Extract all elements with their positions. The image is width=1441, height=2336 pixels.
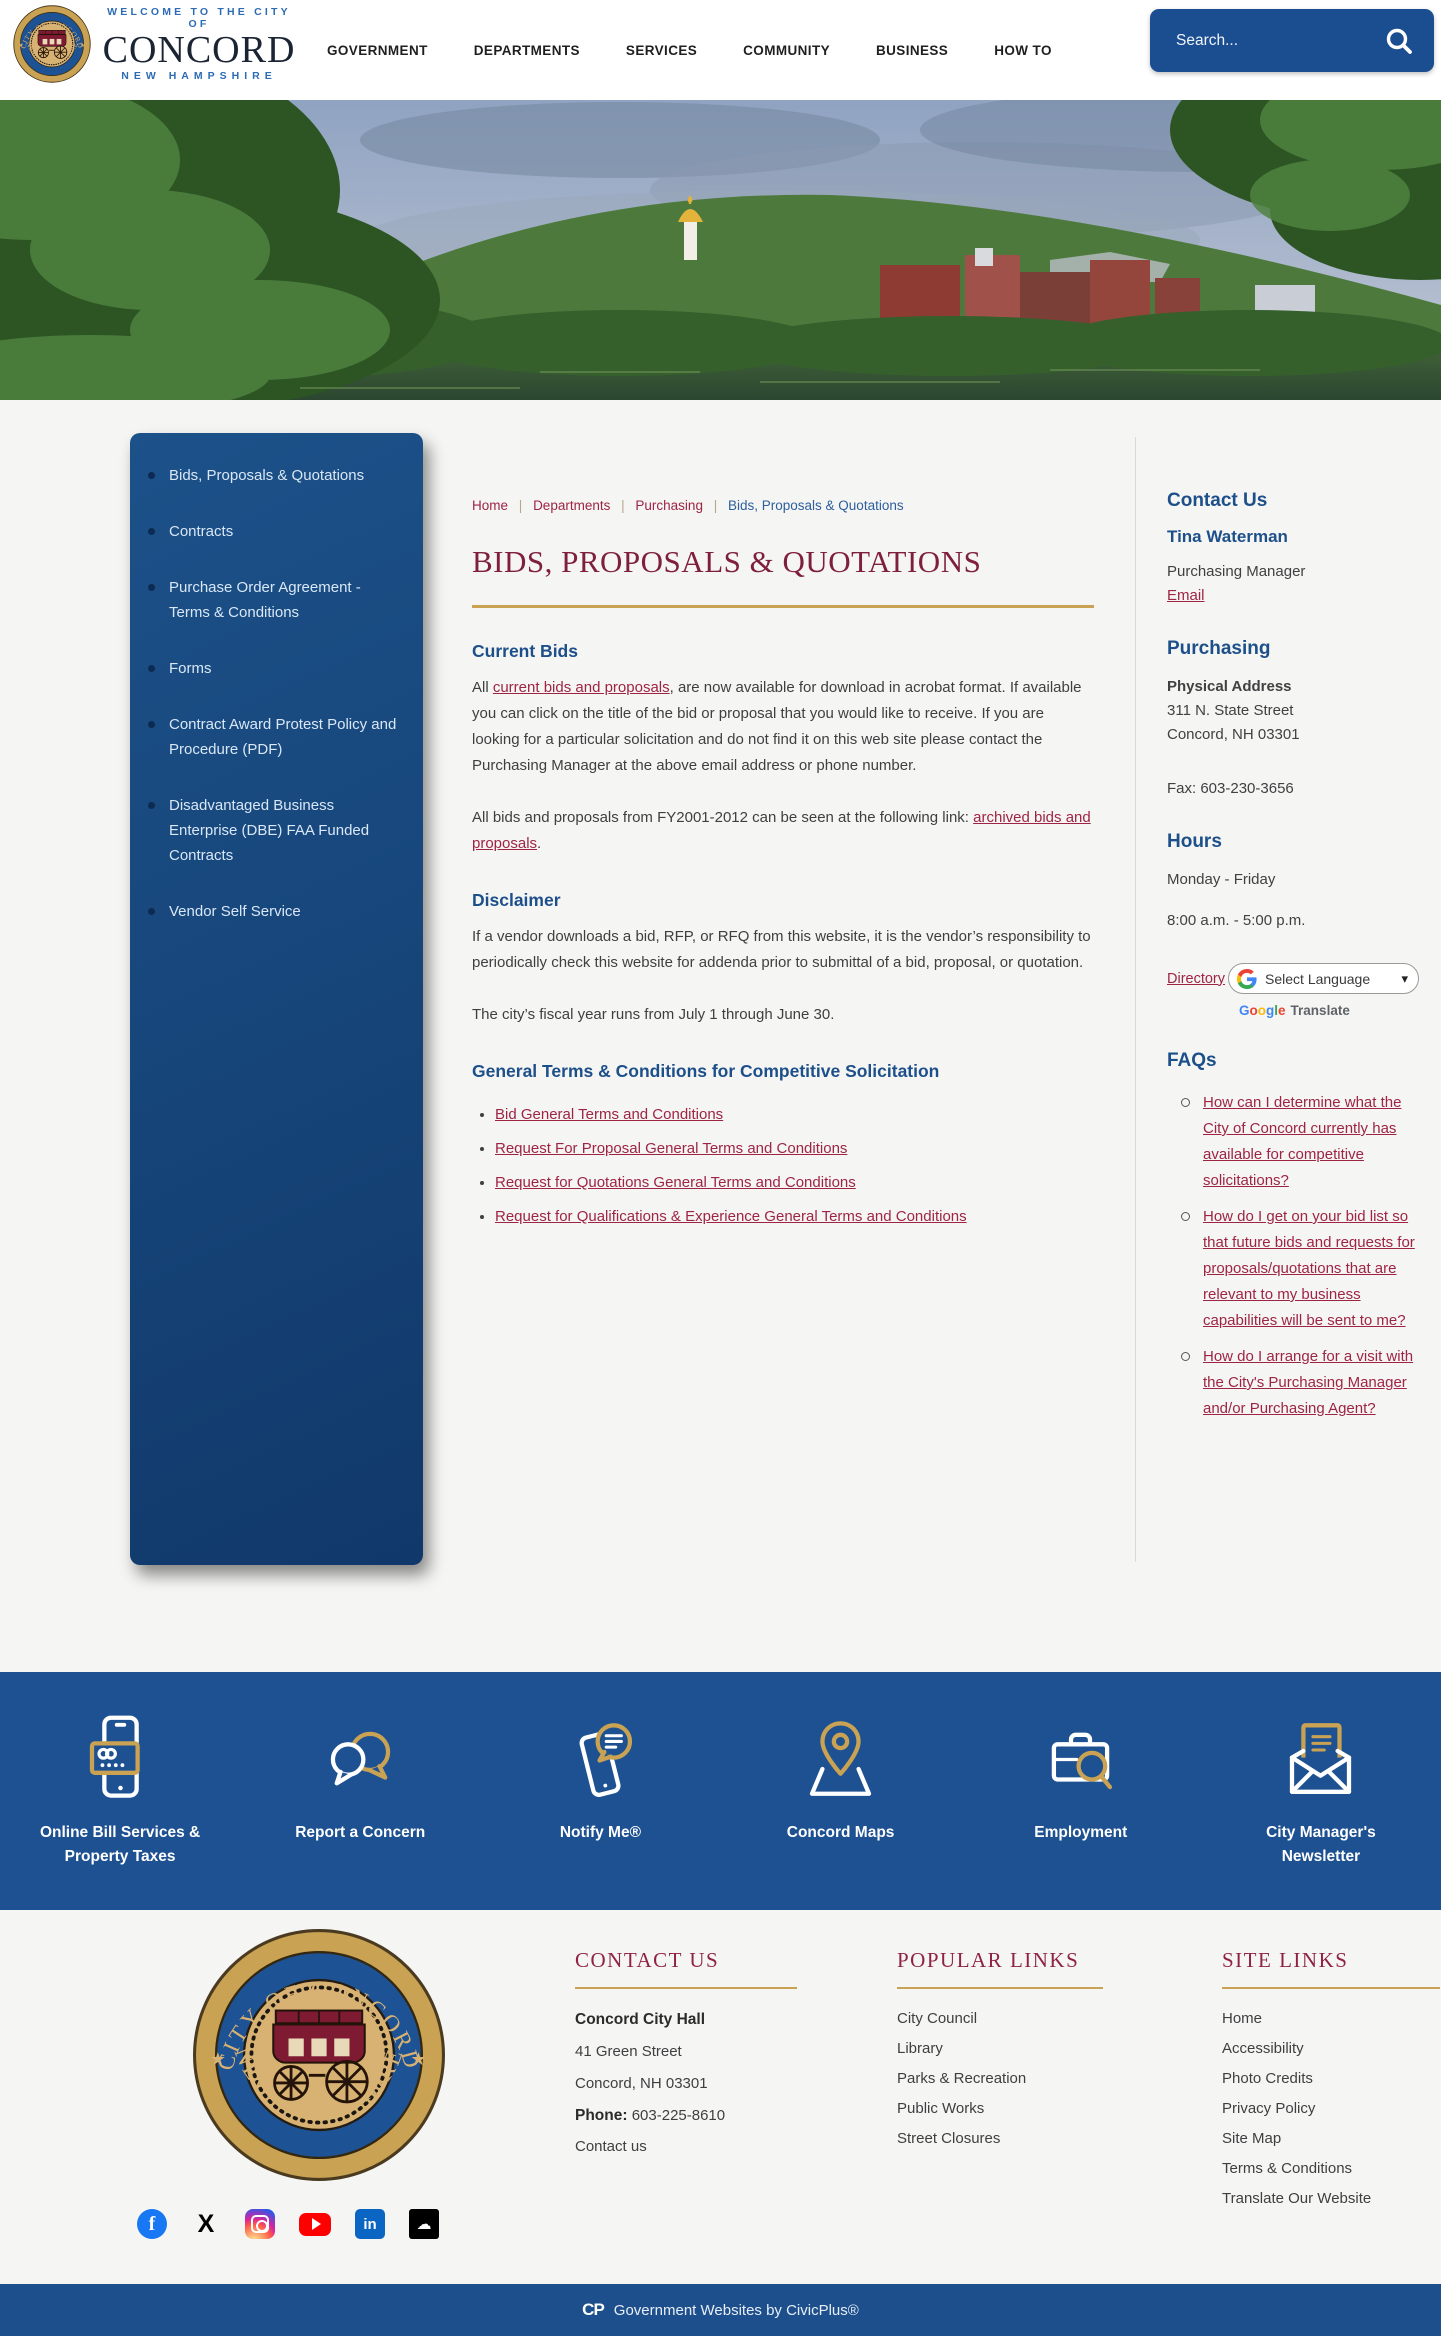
disclaimer-paragraph: If a vendor downloads a bid, RFP, or RFQ from this website, it is the vendor’s responsibility to periodically check this website for addenda prior to submittal of a bid, proposal, or quotation. [472, 928, 1091, 971]
footer-address2: Concord, NH 03301 [575, 2075, 708, 2092]
breadcrumb-home[interactable]: Home [472, 498, 509, 513]
footer-contact-heading: CONTACT US [575, 1948, 720, 1972]
text: Translate [1290, 1003, 1350, 1018]
breadcrumb-purchasing[interactable]: Purchasing [635, 498, 703, 513]
terms-links-list [472, 1104, 1094, 1227]
footer-link-home[interactable]: Home [1222, 2010, 1263, 2027]
footer-site-links-column [1222, 1948, 1440, 2220]
contact-us-block [1167, 490, 1419, 608]
city-seal-icon [13, 5, 91, 83]
directory-link[interactable]: Directory [1167, 970, 1226, 987]
bullet-icon [148, 802, 155, 809]
footer-popular-links-column [897, 1948, 1103, 2160]
speech-bubbles-icon [313, 1712, 408, 1807]
search-input[interactable] [1176, 32, 1384, 50]
google-logo-icon [1237, 969, 1257, 989]
disclaimer-heading: Disclaimer [472, 890, 561, 910]
bid-terms-link[interactable]: Bid General Terms and Conditions [495, 1106, 724, 1123]
text: g [1266, 1003, 1275, 1018]
gold-divider [897, 1987, 1103, 1989]
quicklink-concord-maps[interactable]: Concord Maps [721, 1672, 961, 1910]
breadcrumb-separator: | [713, 498, 718, 513]
play-icon [312, 2218, 321, 2230]
breadcrumb-departments[interactable]: Departments [533, 498, 611, 513]
text: G [1239, 1003, 1250, 1018]
list-item [495, 1138, 1094, 1159]
civicplus-logo-icon: CP [582, 2300, 604, 2319]
quicklink-report-a-concern[interactable]: Report a Concern [240, 1672, 480, 1910]
text: o [1249, 1003, 1258, 1018]
footer-link-privacy-policy[interactable]: Privacy Policy [1222, 2100, 1316, 2117]
address-line1: 311 N. State Street [1167, 702, 1294, 719]
breadcrumb-current-page: Bids, Proposals & Quotations [728, 498, 904, 513]
contact-job-title: Purchasing Manager [1167, 563, 1306, 580]
soundcloud-icon[interactable]: ☁ [409, 2209, 439, 2239]
current-bids-link[interactable]: current bids and proposals [492, 679, 670, 696]
google-translate-caption [1239, 1003, 1419, 1018]
main-content [472, 497, 1094, 1240]
logo-city-name: CONCORD [102, 29, 296, 71]
purchasing-address-block [1167, 638, 1419, 801]
rfp-terms-link[interactable]: Request For Proposal General Terms and Conditions [495, 1140, 848, 1157]
quicklink-employment[interactable]: Employment [961, 1672, 1201, 1910]
quicklink-city-managers-newsletter[interactable]: City Manager's Newsletter [1201, 1672, 1441, 1910]
envelope-newsletter-icon [1273, 1712, 1368, 1807]
archived-bids-link[interactable]: archived bids and proposals [472, 809, 1091, 852]
list-item [495, 1172, 1094, 1193]
text: e [1278, 1003, 1286, 1018]
text: All bids and proposals from FY2001-2012 can be seen at the following link: [472, 809, 974, 826]
civicplus-credit-text[interactable]: Government Websites by CivicPlus® [613, 2301, 859, 2319]
list-item [495, 1206, 1094, 1227]
sidebar-item-dbe-faa-contracts[interactable]: Disadvantaged Business Enterprise (DBE) FAA Funded Contracts [130, 793, 423, 868]
footer-city-hall: Concord City Hall [575, 2011, 706, 2028]
text: All [472, 679, 493, 696]
bottom-bar [0, 2284, 1441, 2336]
content-divider [1135, 437, 1136, 1562]
footer-link-library[interactable]: Library [897, 2040, 943, 2057]
footer-link-street-closures[interactable]: Street Closures [897, 2130, 1001, 2147]
text: , are now available for download in acrobat format. If available you can click on the title of the bid or proposal that you would like to receive. If you are looking for a particular solicitation and do not find it on this web site please contact the Purchasing Manager at the above email address or phone number. [472, 679, 1082, 774]
list-item [1203, 1204, 1419, 1334]
faq-link-solicitations[interactable]: How can I determine what the City of Concord currently has available for competitive solicitations? [1203, 1094, 1402, 1189]
logo-state-name: NEW HAMPSHIRE [121, 70, 277, 82]
hours-time: 8:00 a.m. - 5:00 p.m. [1167, 912, 1306, 929]
fax-number: Fax: 603-230-3656 [1167, 780, 1294, 797]
footer-link-accessibility[interactable]: Accessibility [1222, 2040, 1304, 2057]
text: o [1257, 1003, 1267, 1018]
list-item [1203, 1090, 1419, 1194]
footer-site-heading: SITE LINKS [1222, 1948, 1349, 1972]
faqs-heading: FAQs [1167, 1050, 1217, 1071]
footer-contact-column [575, 1948, 797, 2168]
text: . [537, 835, 542, 852]
footer-link-site-map[interactable]: Site Map [1222, 2130, 1282, 2147]
list-item [1203, 1344, 1419, 1422]
social-links [137, 2209, 439, 2239]
map-pin-icon [793, 1712, 888, 1807]
bullet-icon [148, 584, 155, 591]
physical-address-label: Physical Address [1167, 678, 1292, 695]
contact-name: Tina Waterman [1167, 527, 1288, 546]
footer-popular-heading: POPULAR LINKS [897, 1948, 1080, 1972]
left-sidebar-menu [130, 433, 423, 1565]
nav-item-government[interactable]: GOVERNMENT [327, 42, 428, 58]
right-sidebar [1167, 490, 1419, 1432]
site-header [0, 0, 1441, 100]
search-icon[interactable] [1384, 26, 1414, 56]
address-line2: Concord, NH 03301 [1167, 726, 1300, 743]
bullet-icon [148, 721, 155, 728]
quicklink-notify-me[interactable]: Notify Me® [480, 1672, 720, 1910]
qualifications-terms-link[interactable]: Request for Qualifications & Experience General Terms and Conditions [495, 1208, 967, 1225]
sidebar-item-vendor-self-service[interactable]: Vendor Self Service [130, 899, 423, 924]
breadcrumb-separator: | [621, 498, 625, 513]
footer-link-translate[interactable]: Translate Our Website [1222, 2190, 1372, 2207]
footer-link-public-works[interactable]: Public Works [897, 2100, 985, 2117]
rfq-terms-link[interactable]: Request for Quotations General Terms and Conditions [495, 1174, 856, 1191]
hours-heading: Hours [1167, 831, 1222, 852]
list-item [495, 1104, 1094, 1125]
quick-links-band [0, 1672, 1441, 1910]
footer-phone [575, 2106, 797, 2126]
footer-contact-us-link[interactable]: Contact us [575, 2138, 647, 2155]
archived-bids-paragraph [472, 805, 1094, 857]
page-title: BIDS, PROPOSALS & QUOTATIONS [472, 544, 982, 579]
language-select[interactable] [1228, 963, 1419, 994]
hours-block [1167, 831, 1419, 933]
nav-item-services[interactable]: SERVICES [625, 42, 698, 58]
breadcrumb-separator: | [518, 498, 523, 513]
sidebar-item-contract-award-protest[interactable]: Contract Award Protest Policy and Procedure (PDF) [130, 712, 423, 762]
current-bids-paragraph [472, 675, 1094, 779]
bullet-icon [148, 528, 155, 535]
faq-link-bid-list[interactable]: How do I get on your bid list so that future bids and requests for proposals/quotations that are relevant to my business capabilities will be sent to me? [1203, 1208, 1415, 1329]
translate-row [1167, 963, 1419, 994]
purchasing-heading: Purchasing [1167, 638, 1271, 659]
footer-city-seal [192, 1928, 446, 2182]
sidebar-item-purchase-order-agreement[interactable]: Purchase Order Agreement - Terms & Conditions [130, 575, 423, 625]
footer-link-city-council[interactable]: City Council [897, 2010, 978, 2027]
breadcrumb [472, 497, 1094, 515]
nav-item-how-to[interactable]: HOW TO [994, 42, 1052, 58]
current-bids-heading: Current Bids [472, 641, 578, 661]
logo-tagline: WELCOME TO THE CITY OF [107, 6, 291, 30]
text: Phone: [575, 2107, 628, 2124]
search-box[interactable] [1150, 9, 1434, 72]
title-divider [472, 605, 1094, 608]
site-logo[interactable] [13, 5, 297, 83]
briefcase-search-icon [1033, 1712, 1128, 1807]
camera-icon [251, 2215, 269, 2233]
bullet-icon [148, 472, 155, 479]
main-nav [327, 0, 1052, 100]
email-link[interactable]: Email [1167, 587, 1205, 604]
phone-notification-icon [553, 1712, 648, 1807]
fiscal-year-paragraph: The city’s fiscal year runs from July 1 through June 30. [472, 1006, 835, 1023]
footer-address1: 41 Green Street [575, 2043, 682, 2060]
text: 603-225-8610 [631, 2107, 726, 2124]
general-terms-heading: General Terms & Conditions for Competitive Solicitation [472, 1061, 940, 1081]
instagram-icon[interactable] [245, 2209, 275, 2239]
logo-text [101, 6, 297, 82]
sidebar-item-contracts[interactable]: Contracts [130, 519, 423, 544]
quicklink-online-bill-services[interactable]: Online Bill Services & Property Taxes [0, 1672, 240, 1910]
sidebar-item-forms[interactable]: Forms [130, 656, 423, 681]
nav-item-departments[interactable]: DEPARTMENTS [473, 42, 580, 58]
linkedin-icon[interactable]: in [355, 2209, 385, 2239]
gold-divider [575, 1987, 797, 1989]
bullet-icon [148, 908, 155, 915]
hero-photo-concord-skyline [0, 100, 1441, 400]
bullet-icon [148, 665, 155, 672]
contact-us-heading: Contact Us [1167, 490, 1268, 511]
faq-link-visit[interactable]: How do I arrange for a visit with the City's Purchasing Manager and/or Purchasing Agent? [1203, 1348, 1414, 1417]
x-twitter-icon[interactable]: X [197, 2209, 215, 2238]
footer-link-terms-conditions[interactable]: Terms & Conditions [1222, 2160, 1353, 2177]
nav-item-community[interactable]: COMMUNITY [743, 42, 830, 58]
chevron-down-icon: ▾ [1401, 970, 1408, 986]
bill-phone-icon [73, 1712, 168, 1807]
gold-divider [1222, 1987, 1440, 1989]
nav-item-business[interactable]: BUSINESS [876, 42, 949, 58]
faq-list [1167, 1090, 1419, 1422]
hours-days: Monday - Friday [1167, 871, 1276, 888]
text: l [1274, 1003, 1279, 1018]
footer-link-photo-credits[interactable]: Photo Credits [1222, 2070, 1313, 2087]
language-select-value: Select Language [1265, 970, 1371, 987]
sidebar-item-bids-proposals-quotations[interactable]: Bids, Proposals & Quotations [130, 463, 423, 488]
youtube-icon[interactable] [299, 2213, 331, 2236]
footer-link-parks-recreation[interactable]: Parks & Recreation [897, 2070, 1027, 2087]
facebook-icon[interactable]: f [137, 2209, 167, 2239]
